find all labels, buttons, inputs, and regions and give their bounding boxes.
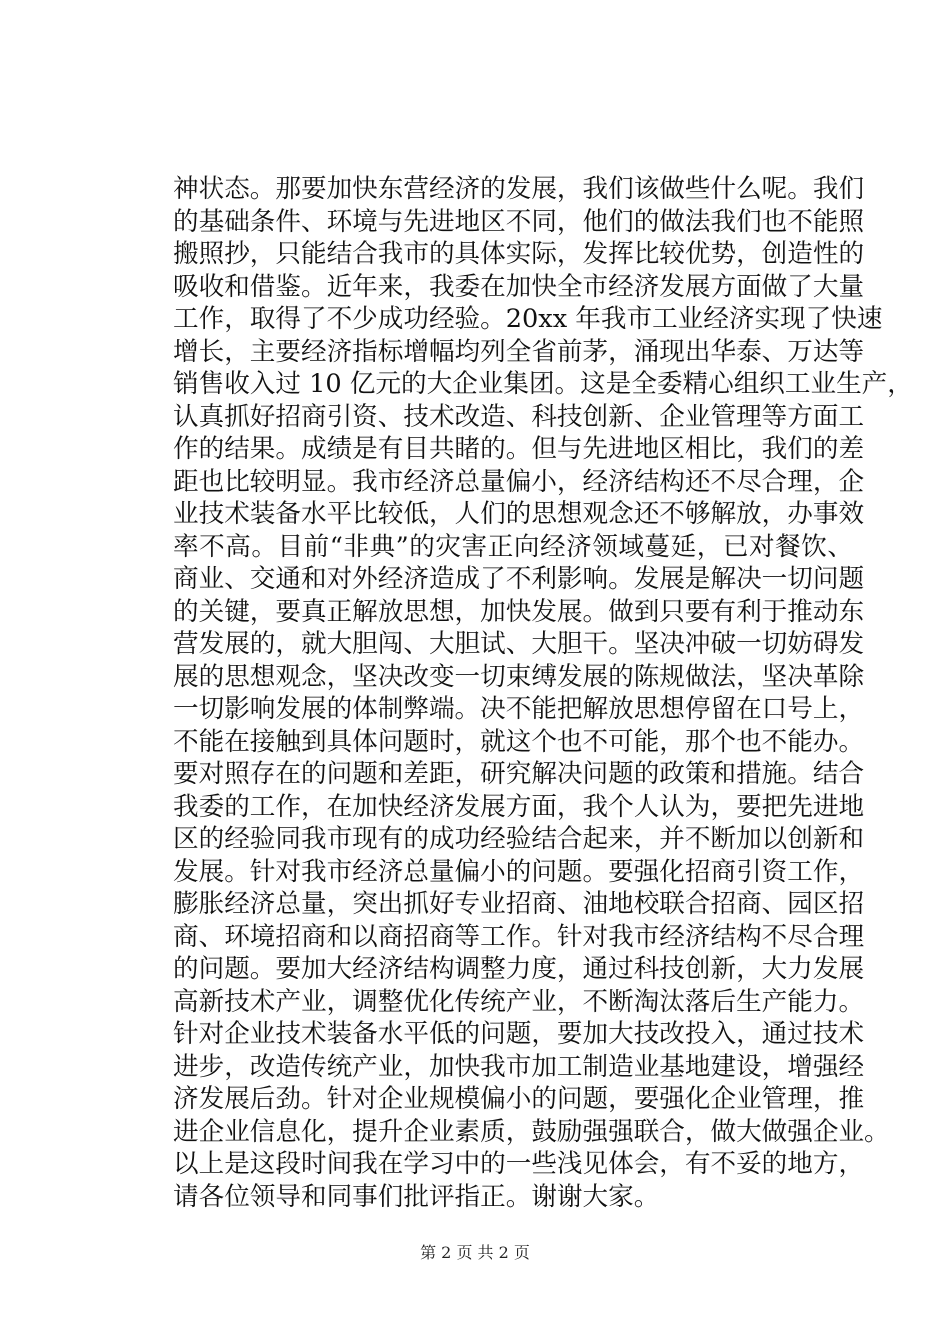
body-line: 增长，主要经济指标增幅均列全省前茅，涌现出华泰、万达等 — [173, 336, 865, 367]
body-line: 济发展后劲。针对企业规模偏小的问题，要强化企业管理，推 — [173, 1084, 865, 1114]
body-line: 的问题。要加大经济结构调整力度，通过科技创新，大力发展 — [173, 954, 865, 984]
body-line: 进企业信息化，提升企业素质，鼓励强强联合，做大做强企业。 — [173, 1116, 890, 1147]
body-line: 展的思想观念，坚决改变一切束缚发展的陈规做法，坚决革除 — [173, 661, 865, 692]
body-line: 请各位领导和同事们批评指正。谢谢大家。 — [173, 1181, 660, 1212]
body-line: 营发展的，就大胆闯、大胆试、大胆干。坚决冲破一切妨碍发 — [173, 629, 865, 659]
body-line: 的基础条件、环境与先进地区不同，他们的做法我们也不能照 — [173, 206, 865, 237]
body-line: 神状态。那要加快东营经济的发展，我们该做些什么呢。我们 — [173, 174, 865, 204]
body-line: 商业、交通和对外经济造成了不利影响。发展是解决一切问题 — [173, 564, 865, 594]
body-line: 不能在接触到具体问题时，就这个也不可能，那个也不能办。 — [173, 726, 865, 757]
body-line: 进步，改造传统产业，加快我市加工制造业基地建设，增强经 — [173, 1051, 865, 1082]
body-line: 销售收入过 10 亿元的大企业集团。这是全委精心组织工业生产， — [173, 369, 913, 399]
body-line: 要对照存在的问题和差距，研究解决问题的政策和措施。结合 — [173, 759, 865, 789]
page-footer: 第 2 页 共 2 页 — [420, 1243, 530, 1262]
body-text — [173, 173, 913, 1213]
body-line: 膨胀经济总量，突出抓好专业招商、油地校联合招商、园区招 — [173, 889, 865, 919]
body-line: 吸收和借鉴。近年来，我委在加快全市经济发展方面做了大量 — [173, 271, 865, 302]
body-line: 搬照抄，只能结合我市的具体实际，发挥比较优势，创造性的 — [173, 239, 865, 269]
body-line: 的关键，要真正解放思想，加快发展。做到只要有利于推动东 — [173, 596, 865, 627]
body-line: 距也比较明显。我市经济总量偏小，经济结构还不尽合理，企 — [173, 466, 865, 497]
body-line: 作的结果。成绩是有目共睹的。但与先进地区相比，我们的差 — [173, 434, 865, 464]
body-line: 率不高。目前“非典”的灾害正向经济领域蔓延，已对餐饮、 — [173, 531, 853, 562]
body-line: 我委的工作，在加快经济发展方面，我个人认为，要把先进地 — [173, 791, 865, 822]
body-line: 区的经验同我市现有的成功经验结合起来，并不断加以创新和 — [173, 824, 865, 854]
body-line: 高新技术产业，调整优化传统产业，不断淘汰落后生产能力。 — [173, 986, 865, 1017]
body-line: 以上是这段时间我在学习中的一些浅见体会，有不妥的地方， — [173, 1149, 865, 1179]
body-line: 认真抓好招商引资、技术改造、科技创新、企业管理等方面工 — [173, 401, 865, 432]
body-line: 发展。针对我市经济总量偏小的问题。要强化招商引资工作， — [173, 856, 865, 887]
body-line: 一切影响发展的体制弊端。决不能把解放思想停留在口号上， — [173, 694, 865, 724]
body-line: 工作，取得了不少成功经验。20xx 年我市工业经济实现了快速 — [173, 304, 883, 334]
body-line: 针对企业技术装备水平低的问题，要加大技改投入，通过技术 — [173, 1019, 865, 1049]
body-line: 商、环境招商和以商招商等工作。针对我市经济结构不尽合理 — [173, 921, 865, 952]
body-line: 业技术装备水平比较低，人们的思想观念还不够解放，办事效 — [173, 499, 865, 529]
